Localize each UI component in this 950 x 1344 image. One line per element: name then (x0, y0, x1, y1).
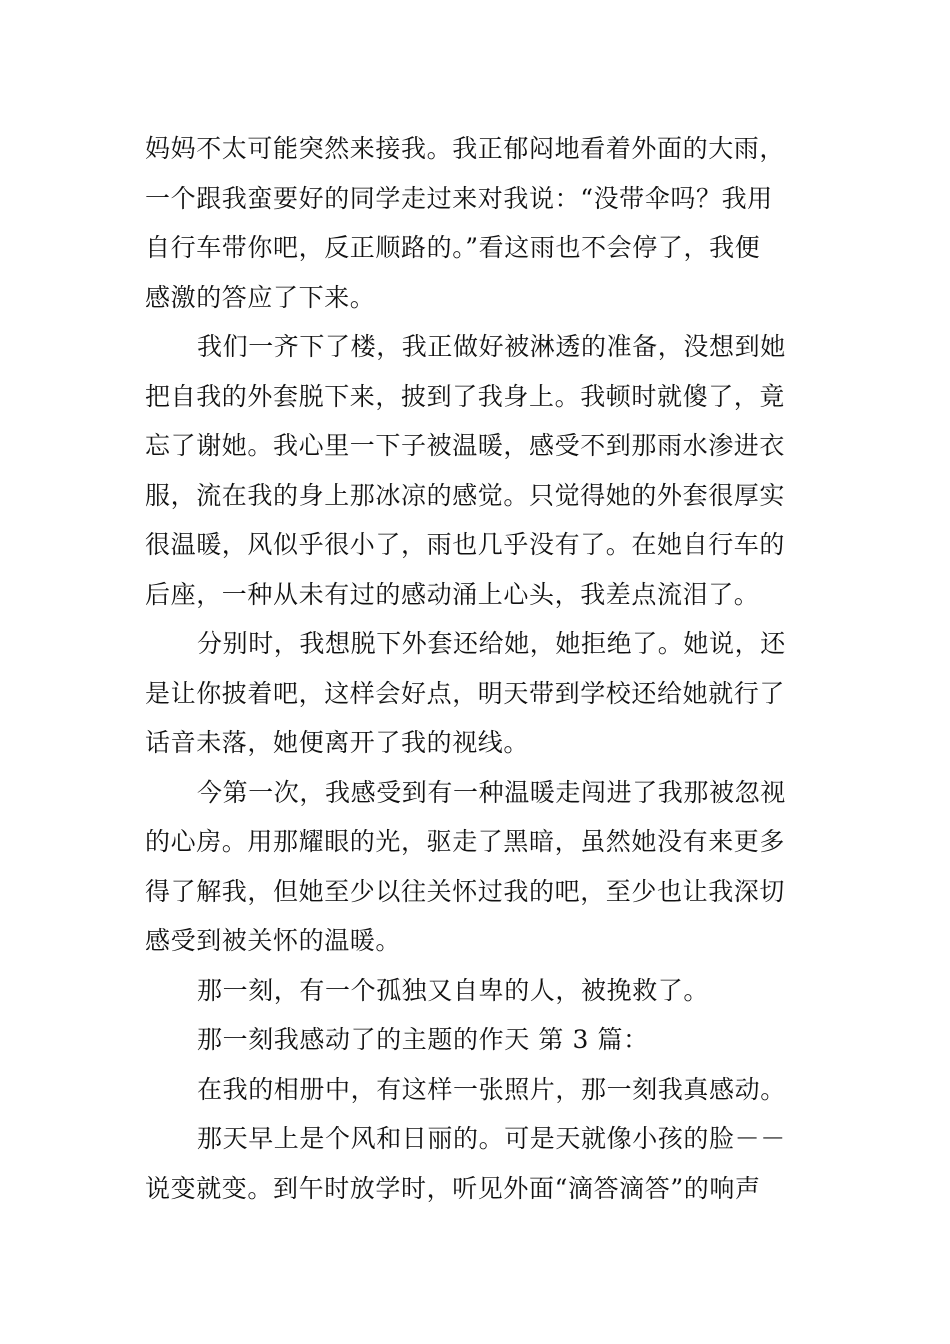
text-line: 后座，一种从未有过的感动涌上心头，我差点流泪了。 (145, 579, 760, 609)
paragraph-start-line: 那天早上是个风和日丽的。可是天就像小孩的脸－－ (197, 1124, 786, 1153)
section-heading-line: 那一刻我感动了的主题的作天 第 3 篇： (197, 1025, 649, 1054)
text-line: 得了解我，但她至少以往关怀过我的吧，至少也让我深切 (145, 876, 786, 906)
text-line: 一个跟我蛮要好的同学走过来对我说：“没带伞吗？我用 (145, 183, 773, 213)
text-line: 把自我的外套脱下来，披到了我身上。我顿时就傻了，竟 (145, 381, 786, 411)
text-line: 自行车带你吧，反正顺路的。”看这雨也不会停了，我便 (145, 233, 761, 262)
text-line: 服，流在我的身上那冰凉的感觉。只觉得她的外套很厚实 (145, 480, 786, 510)
text-line: 妈妈不太可能突然来接我。我正郁闷地看着外面的大雨， (145, 134, 786, 163)
text-line: 话音未落，她便离开了我的视线。 (145, 728, 530, 757)
document-body (145, 124, 810, 1213)
paragraph-start-line: 分别时，我想脱下外套还给她，她拒绝了。她说，还 (197, 629, 786, 658)
text-line: 是让你披着吧，这样会好点，明天带到学校还给她就行了 (145, 678, 786, 708)
text-line: 忘了谢她。我心里一下子被温暖，感受不到那雨水渗进衣 (145, 431, 786, 460)
paragraph-start-line: 今第一次，我感受到有一种温暖走闯进了我那被忽视 (197, 777, 786, 807)
paragraph-start-line: 那一刻，有一个孤独又自卑的人，被挽救了。 (197, 975, 710, 1005)
paragraph-start-line: 在我的相册中，有这样一张照片，那一刻我真感动。 (197, 1074, 786, 1104)
paragraph-start-line: 我们一齐下了楼，我正做好被淋透的准备，没想到她 (197, 332, 786, 361)
text-line: 感受到被关怀的温暖。 (145, 926, 402, 955)
text-line: 感激的答应了下来。 (145, 282, 376, 312)
text-line: 的心房。用那耀眼的光，驱走了黑暗，虽然她没有来更多 (145, 827, 786, 856)
text-line: 很温暖，风似乎很小了，雨也几乎没有了。在她自行车的 (145, 530, 786, 559)
text-line: 说变就变。到午时放学时，听见外面“滴答滴答”的响声 (145, 1173, 761, 1203)
